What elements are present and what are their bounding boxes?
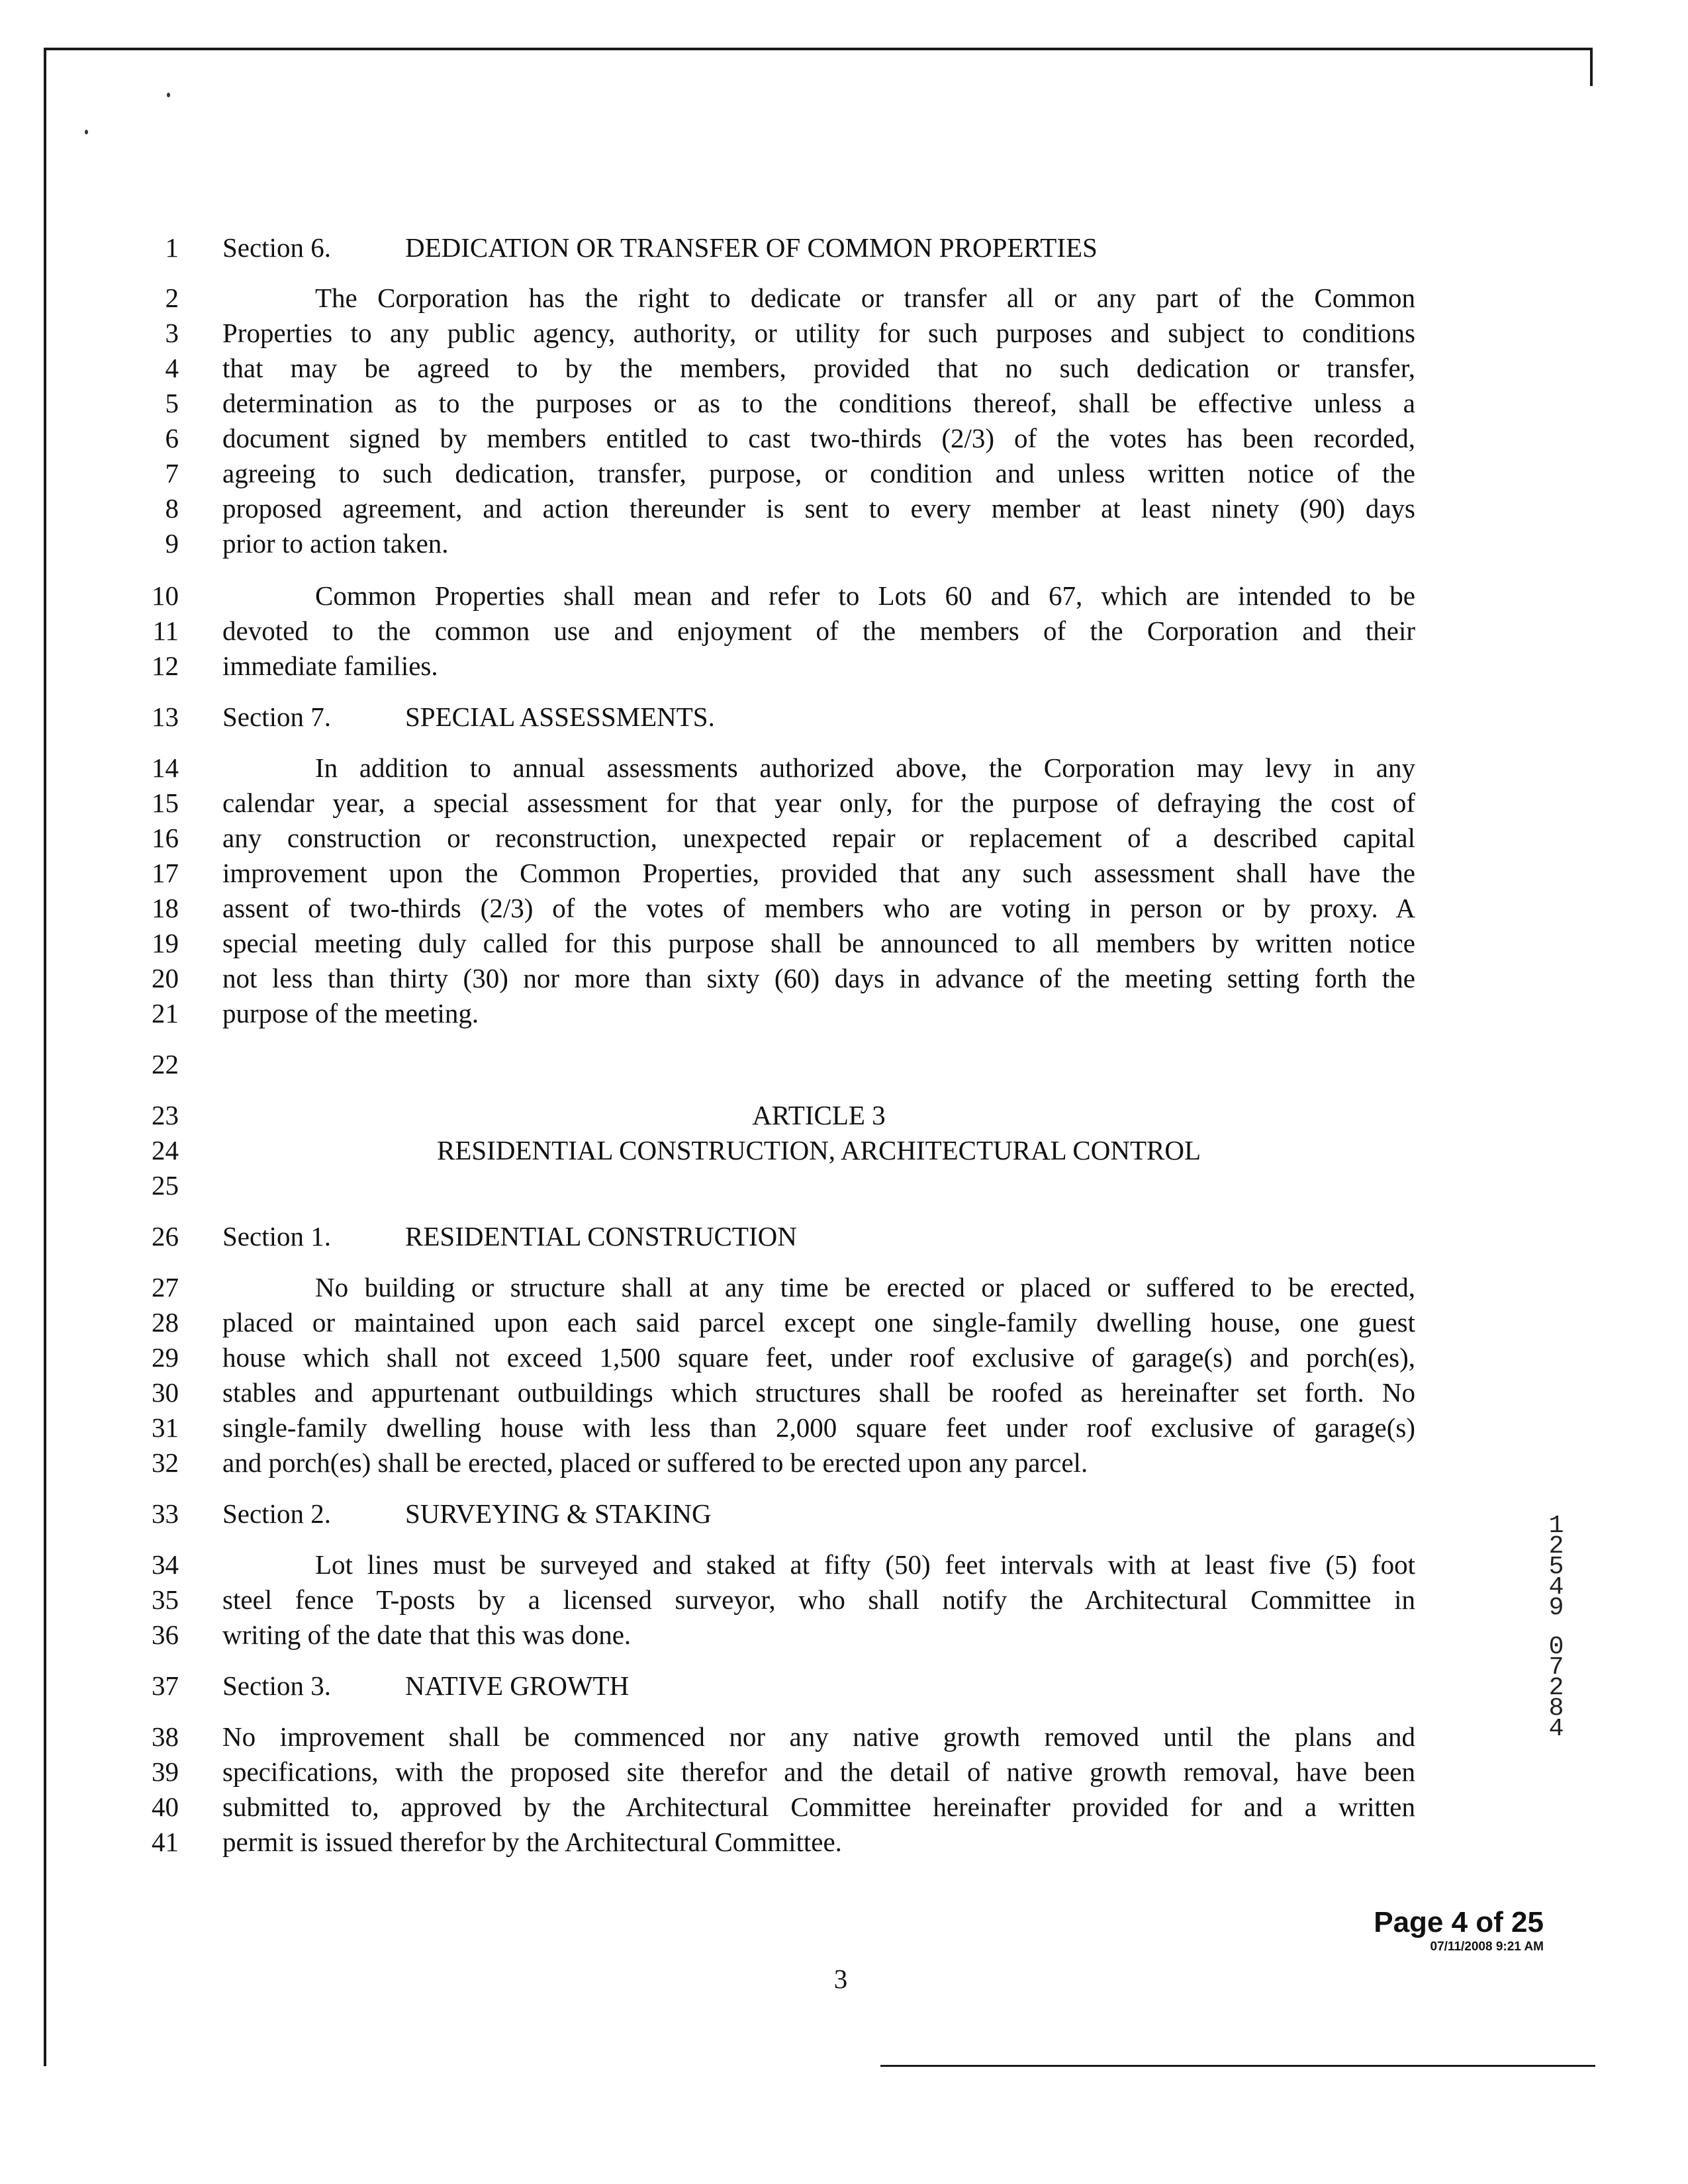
- document-line: [0, 453, 1688, 493]
- line-number: 24: [152, 1135, 179, 1165]
- document-line: [0, 383, 1688, 423]
- line-number: 4: [165, 353, 179, 383]
- document-line: [0, 418, 1688, 458]
- body-text: In addition to annual assessments authorized above, the Corporation may levy in any: [315, 752, 1415, 783]
- document-line: [0, 818, 1688, 858]
- scan-border-top: [44, 48, 1593, 50]
- line-number: 20: [152, 963, 179, 993]
- document-line: [0, 1408, 1688, 1447]
- body-text: devoted to the common use and enjoyment of the members of the Corporation and their: [222, 615, 1415, 646]
- scan-speck: [85, 130, 88, 134]
- document-line: [0, 1752, 1688, 1792]
- line-number: 13: [152, 702, 179, 732]
- line-number: 32: [152, 1447, 179, 1478]
- document-line: [0, 1787, 1688, 1827]
- line-number: 25: [152, 1170, 179, 1201]
- stamp-digit: 7: [1548, 1653, 1564, 1682]
- body-text: special meeting duly called for this purpose shall be announced to all members by written notice: [222, 928, 1415, 958]
- body-text: The Corporation has the right to dedicate or transfer all or any part of the Common: [315, 283, 1415, 313]
- document-line: [0, 1615, 1688, 1661]
- document-line: [0, 1165, 1688, 1205]
- body-text: agreeing to such dedication, transfer, purpose, or condition and unless written notice of the: [222, 458, 1415, 488]
- recording-number-stamp: [1538, 1512, 1574, 1743]
- section-number: Section 6.: [222, 232, 331, 263]
- line-number: 22: [152, 1049, 179, 1079]
- line-number: 36: [152, 1619, 179, 1650]
- stamp-digit: 2: [1548, 1674, 1564, 1702]
- line-number: 28: [152, 1307, 179, 1338]
- section-title: RESIDENTIAL CONSTRUCTION: [405, 1221, 797, 1251]
- line-number: 15: [152, 788, 179, 818]
- document-line: [0, 1580, 1688, 1622]
- body-text: document signed by members entitled to cast two-thirds (2/3) of the votes has been recorded,: [222, 423, 1415, 453]
- document-line: [0, 523, 1688, 563]
- document-line: [0, 1044, 1688, 1084]
- document-line: [0, 313, 1688, 353]
- line-number: 35: [152, 1584, 179, 1615]
- body-text: any construction or reconstruction, unexpected repair or replacement of a described capital: [222, 823, 1415, 853]
- article-heading: ARTICLE 3: [752, 1100, 886, 1130]
- line-number: 30: [152, 1377, 179, 1408]
- document-line: [0, 888, 1688, 928]
- line-number: 17: [152, 858, 179, 888]
- body-text: calendar year, a special assessment for that year only, for the purpose of defraying the cost of: [222, 788, 1415, 818]
- body-text: writing of the date that this was done.: [222, 1619, 632, 1650]
- stamp-digit: 2: [1548, 1532, 1564, 1561]
- section-title: SURVEYING & STAKING: [405, 1498, 712, 1529]
- stamp-digit: 0: [1548, 1633, 1564, 1661]
- article-title: RESIDENTIAL CONSTRUCTION, ARCHITECTURAL CONTROL: [436, 1135, 1201, 1165]
- scan-border-bottom: [880, 2065, 1595, 2067]
- document-line: [0, 1130, 1688, 1170]
- line-number: 8: [165, 493, 179, 523]
- line-number: 3: [165, 318, 179, 348]
- body-text: house which shall not exceed 1,500 square feet, under roof exclusive of garage(s) and porch(es),: [222, 1342, 1415, 1373]
- line-number: 34: [152, 1549, 179, 1580]
- line-number: 7: [165, 458, 179, 488]
- document-line: [0, 1338, 1688, 1377]
- document-line: [0, 1302, 1688, 1342]
- document-line: [0, 1822, 1688, 1862]
- line-number: 18: [152, 893, 179, 923]
- body-text: Common Properties shall mean and refer to Lots 60 and 67, which are intended to be: [315, 580, 1415, 611]
- document-line: [0, 1373, 1688, 1412]
- stamp-digit: 8: [1548, 1694, 1564, 1723]
- line-number: 27: [152, 1272, 179, 1302]
- section-title: SPECIAL ASSESSMENTS.: [405, 702, 715, 732]
- body-text: assent of two-thirds (2/3) of the votes of members who are voting in person or by proxy. A: [222, 893, 1415, 923]
- line-number: 6: [165, 423, 179, 453]
- document-line: [0, 993, 1688, 1033]
- line-number: 21: [152, 998, 179, 1028]
- body-text: Properties to any public agency, authority, or utility for such purposes and subject to conditions: [222, 318, 1415, 348]
- line-number: 5: [165, 388, 179, 418]
- stamp-digit: 4: [1548, 1573, 1564, 1602]
- document-line: [0, 1267, 1688, 1307]
- line-number: 26: [152, 1221, 179, 1251]
- section-title: NATIVE GROWTH: [405, 1670, 630, 1701]
- document-line: [0, 958, 1688, 998]
- line-number: 37: [152, 1670, 179, 1701]
- document-line: [0, 228, 1688, 267]
- body-text: steel fence T-posts by a licensed surveyor, who shall notify the Architectural Committee in: [222, 1584, 1415, 1615]
- line-number: 14: [152, 752, 179, 783]
- body-text: No building or structure shall at any time be erected or placed or suffered to be erected,: [315, 1272, 1415, 1302]
- document-line: [0, 1494, 1688, 1533]
- line-number: 38: [152, 1721, 179, 1752]
- body-text: permit is issued therefor by the Architectural Committee.: [222, 1827, 842, 1857]
- section-number: Section 7.: [222, 702, 331, 732]
- page-number: 3: [833, 1964, 848, 1994]
- body-text: not less than thirty (30) nor more than sixty (60) days in advance of the meeting setting forth the: [222, 963, 1415, 993]
- document-line: [0, 1545, 1688, 1584]
- body-text: that may be agreed to by the members, provided that no such dedication or transfer,: [222, 353, 1415, 383]
- line-number: 19: [152, 928, 179, 958]
- document-line: [0, 1717, 1688, 1756]
- line-number: 11: [152, 615, 179, 646]
- stamp-digit: 1: [1548, 1512, 1564, 1540]
- stamp-digit: 4: [1548, 1715, 1564, 1743]
- section-number: Section 2.: [222, 1498, 331, 1529]
- body-text: purpose of the meeting.: [222, 998, 479, 1028]
- document-line: [0, 1216, 1688, 1256]
- line-number: 31: [152, 1412, 179, 1443]
- body-text: placed or maintained upon each said parcel except one single-family dwelling house, one guest: [222, 1307, 1415, 1338]
- document-line: [0, 697, 1688, 737]
- body-text: immediate families.: [222, 651, 438, 681]
- page-count-stamp: Page 4 of 25: [1374, 1906, 1544, 1938]
- scan-speck: [167, 93, 170, 97]
- recording-timestamp: 07/11/2008 9:21 AM: [1430, 1940, 1544, 1954]
- body-text: and porch(es) shall be erected, placed or suffered to be erected upon any parcel.: [222, 1447, 1088, 1478]
- document-line: [0, 1666, 1688, 1706]
- body-text: stables and appurtenant outbuildings which structures shall be roofed as hereinafter set forth. No: [222, 1377, 1415, 1408]
- line-number: 23: [152, 1100, 179, 1130]
- body-text: No improvement shall be commenced nor any native growth removed until the plans and: [222, 1721, 1415, 1752]
- line-number: 10: [152, 580, 179, 611]
- body-text: specifications, with the proposed site therefor and the detail of native growth removal, have been: [222, 1756, 1415, 1787]
- line-number: 33: [152, 1498, 179, 1529]
- body-text: prior to action taken.: [222, 528, 449, 559]
- stamp-digit: 5: [1548, 1553, 1564, 1581]
- line-number: 1: [165, 232, 179, 263]
- document-line: [0, 278, 1688, 318]
- line-number: 39: [152, 1756, 179, 1787]
- line-number: 2: [165, 283, 179, 313]
- line-number: 12: [152, 651, 179, 681]
- body-text: improvement upon the Common Properties, provided that any such assessment shall have the: [222, 858, 1415, 888]
- section-title: DEDICATION OR TRANSFER OF COMMON PROPERTIES: [405, 232, 1098, 263]
- document-line: [0, 646, 1688, 686]
- document-line: [0, 576, 1688, 615]
- document-line: [0, 611, 1688, 651]
- line-number: 41: [152, 1827, 179, 1857]
- body-text: single-family dwelling house with less than 2,000 square feet under roof exclusive of garage(s): [222, 1412, 1415, 1443]
- scan-border-right: [1590, 48, 1593, 86]
- stamp-digit: 9: [1548, 1594, 1564, 1622]
- section-number: Section 1.: [222, 1221, 331, 1251]
- section-number: Section 3.: [222, 1670, 331, 1701]
- body-text: Lot lines must be surveyed and staked at fifty (50) feet intervals with at least five (5) foot: [315, 1549, 1415, 1580]
- body-text: submitted to, approved by the Architectural Committee hereinafter provided for and a written: [222, 1792, 1415, 1822]
- document-line: [0, 853, 1688, 893]
- document-line: [0, 748, 1688, 788]
- document-line: [0, 923, 1688, 963]
- line-number: 29: [152, 1342, 179, 1373]
- body-text: proposed agreement, and action thereunder is sent to every member at least ninety (90) days: [222, 493, 1415, 523]
- document-line: [0, 1095, 1688, 1135]
- document-line: [0, 1443, 1688, 1482]
- body-text: determination as to the purposes or as to the conditions thereof, shall be effective unless a: [222, 388, 1415, 418]
- document-line: [0, 348, 1688, 388]
- line-number: 40: [152, 1792, 179, 1822]
- line-number: 9: [165, 528, 179, 559]
- line-number: 16: [152, 823, 179, 853]
- document-line: [0, 488, 1688, 528]
- document-line: [0, 783, 1688, 823]
